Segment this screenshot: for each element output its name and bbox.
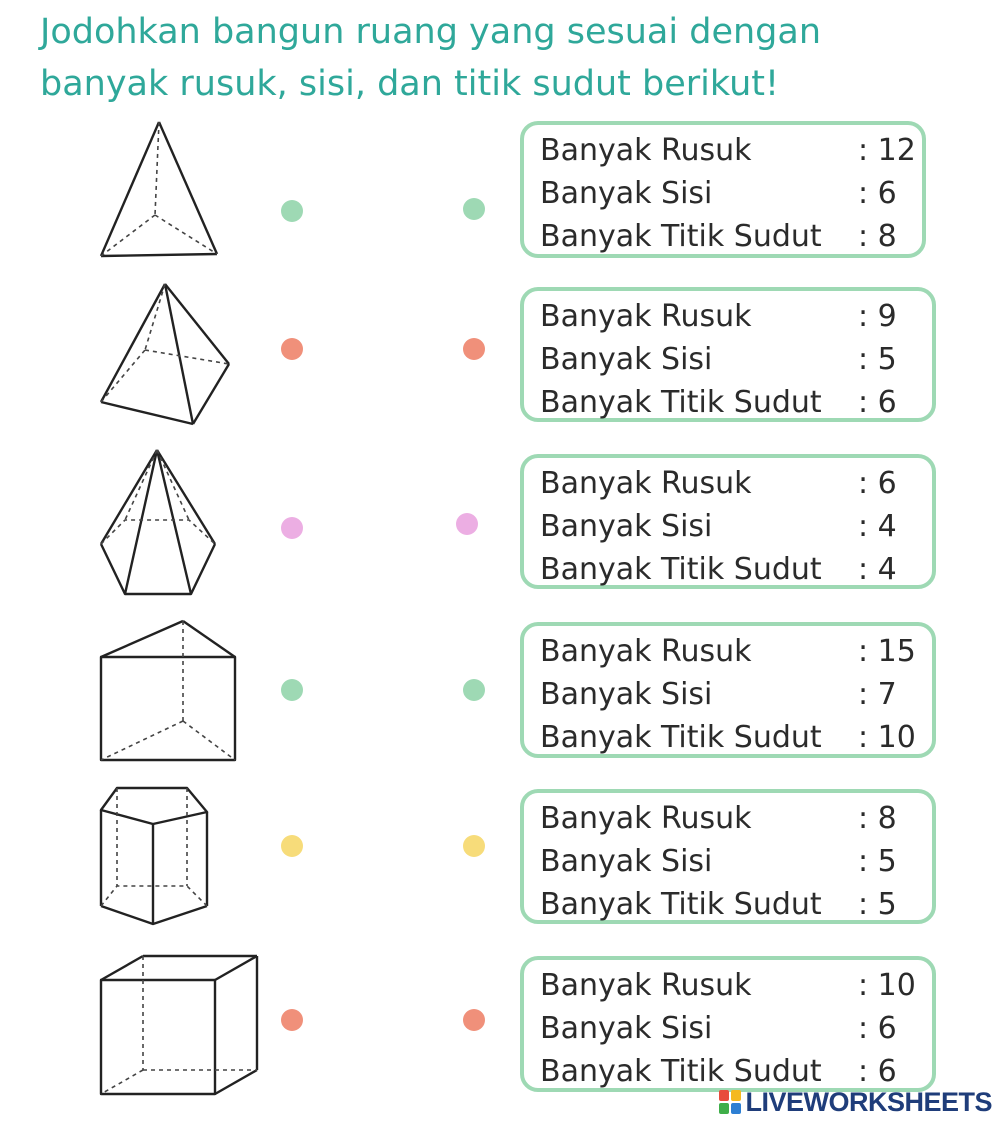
row-label: Banyak Sisi: [540, 1011, 713, 1046]
match-dot-left-3[interactable]: [281, 517, 303, 539]
row-value: : 8: [858, 219, 897, 254]
row-label: Banyak Sisi: [540, 342, 713, 377]
row-value: : 10: [858, 968, 916, 1003]
row-value: : 6: [858, 466, 897, 501]
row-label: Banyak Rusuk: [540, 299, 752, 334]
card-row-rusuk: [540, 797, 932, 840]
card-row-rusuk: [540, 630, 932, 673]
instruction-title: [40, 6, 990, 110]
row-label: Banyak Rusuk: [540, 466, 752, 501]
match-dot-left-1[interactable]: [281, 200, 303, 222]
instruction-line-1: Jodohkan bangun ruang yang sesuai dengan: [40, 12, 822, 52]
match-dot-right-5[interactable]: [463, 835, 485, 857]
triangular-prism-icon: [95, 617, 265, 767]
square-pyramid-icon: [95, 280, 265, 430]
row-label: Banyak Titik Sudut: [540, 720, 822, 755]
row-label: Banyak Sisi: [540, 844, 713, 879]
card-row-sisi: [540, 1007, 932, 1050]
row-label: Banyak Titik Sudut: [540, 219, 822, 254]
card-row-sisi: [540, 172, 922, 215]
row-value: : 5: [858, 887, 897, 922]
match-dot-left-4[interactable]: [281, 679, 303, 701]
pentagonal-prism-icon: [95, 782, 265, 932]
property-card-4: [520, 622, 936, 758]
card-row-rusuk: [540, 462, 932, 505]
instruction-line-2: banyak rusuk, sisi, dan titik sudut berikut!: [40, 64, 779, 104]
row-value: : 6: [858, 385, 897, 420]
match-dot-right-2[interactable]: [463, 338, 485, 360]
pentagonal-pyramid-icon: [95, 446, 265, 601]
row-label: Banyak Titik Sudut: [540, 552, 822, 587]
card-row-rusuk: [540, 964, 932, 1007]
property-card-2: [520, 287, 936, 422]
match-dot-left-6[interactable]: [281, 1009, 303, 1031]
row-label: Banyak Sisi: [540, 509, 713, 544]
row-value: : 15: [858, 634, 916, 669]
row-label: Banyak Titik Sudut: [540, 1054, 822, 1089]
cube-icon: [95, 952, 265, 1102]
row-value: : 6: [858, 1054, 897, 1089]
match-dot-right-3[interactable]: [456, 513, 478, 535]
property-card-1: [520, 121, 926, 258]
row-value: : 5: [858, 342, 897, 377]
triangular-pyramid-icon: [95, 118, 265, 263]
row-label: Banyak Sisi: [540, 677, 713, 712]
card-row-titik-sudut: [540, 215, 922, 258]
row-value: : 6: [858, 176, 897, 211]
match-dot-left-2[interactable]: [281, 338, 303, 360]
property-card-5: [520, 789, 936, 924]
card-row-titik-sudut: [540, 381, 932, 424]
card-row-sisi: [540, 338, 932, 381]
card-row-sisi: [540, 840, 932, 883]
row-value: : 4: [858, 509, 897, 544]
match-dot-right-1[interactable]: [463, 198, 485, 220]
row-label: Banyak Rusuk: [540, 968, 752, 1003]
row-value: : 4: [858, 552, 897, 587]
card-row-rusuk: [540, 129, 922, 172]
card-row-titik-sudut: [540, 548, 932, 591]
row-label: Banyak Rusuk: [540, 133, 752, 168]
property-card-6: [520, 956, 936, 1092]
row-value: : 8: [858, 801, 897, 836]
card-row-titik-sudut: [540, 883, 932, 926]
liveworksheets-watermark: [719, 1088, 992, 1116]
match-dot-left-5[interactable]: [281, 835, 303, 857]
row-value: : 7: [858, 677, 897, 712]
liveworksheets-logo-icon: [719, 1090, 741, 1114]
row-label: Banyak Sisi: [540, 176, 713, 211]
row-value: : 6: [858, 1011, 897, 1046]
row-value: : 5: [858, 844, 897, 879]
card-row-sisi: [540, 673, 932, 716]
match-dot-right-4[interactable]: [463, 679, 485, 701]
row-value: : 10: [858, 720, 916, 755]
row-label: Banyak Rusuk: [540, 801, 752, 836]
match-dot-right-6[interactable]: [463, 1009, 485, 1031]
card-row-sisi: [540, 505, 932, 548]
card-row-rusuk: [540, 295, 932, 338]
row-label: Banyak Rusuk: [540, 634, 752, 669]
row-value: : 12: [858, 133, 916, 168]
card-row-titik-sudut: [540, 716, 932, 759]
property-card-3: [520, 454, 936, 589]
row-label: Banyak Titik Sudut: [540, 887, 822, 922]
brand-text: LIVEWORKSHEETS: [745, 1086, 992, 1117]
row-label: Banyak Titik Sudut: [540, 385, 822, 420]
row-value: : 9: [858, 299, 897, 334]
